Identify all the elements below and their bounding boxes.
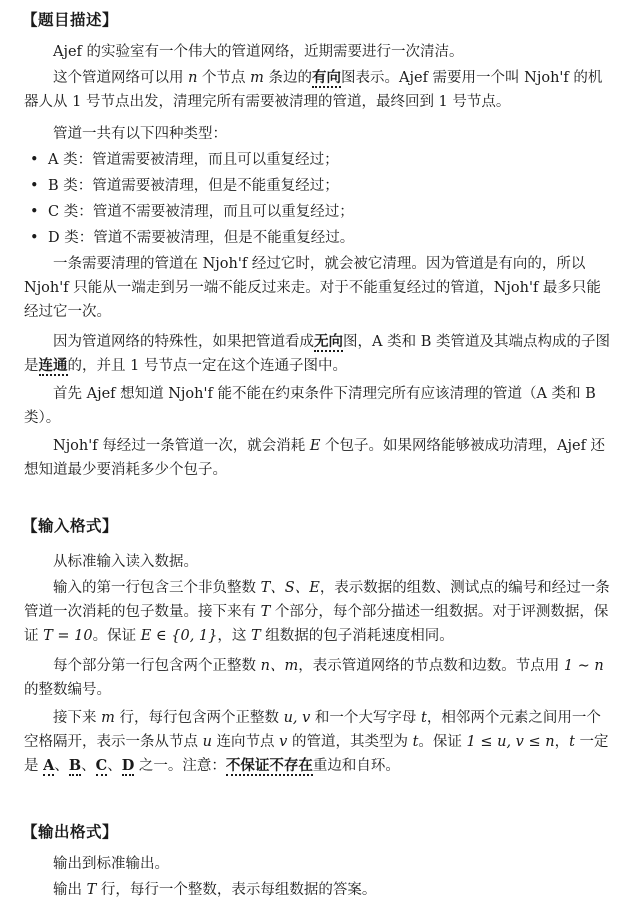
type-letter-d: D [121, 757, 135, 775]
input-paragraph-3: 每个部分第一行包含两个正整数 n、m，表示管道网络的节点数和边数。节点用 1 ∼ n 的整数编号。 [24, 658, 604, 699]
emphasis-undirected: 无向 [314, 333, 343, 350]
bullet-type-c: • C 类：管道不需要被清理，而且可以重复经过； [30, 200, 354, 224]
type-letter-c: C [95, 757, 108, 775]
bullet-type-a: • A 类：管道需要被清理，而且可以重复经过； [30, 148, 339, 172]
description-paragraph-1: Ajef 的实验室有一个伟大的管道网络，近期需要进行一次清洁。 [53, 44, 464, 60]
description-paragraph-6: 首先 Ajef 想知道 Njoh'f 能不能在约束条件下清理完所有应该清理的管道（A 类和 B 类）。 [24, 386, 596, 427]
bullet-type-d: • D 类：管道不需要被清理，但是不能重复经过。 [30, 226, 354, 250]
input-paragraph-4: 接下来 m 行，每行包含两个正整数 u, v 和一个大写字母 t，相邻两个元素之间用一个空格隔开，表示一条从节点 u 连向节点 v 的管道，其类型为 t。保证 1 ≤ u, v ≤ n，t 一定是 A、B、C、D 之一。注意：不保证不存在重边和自环。 [24, 710, 609, 775]
bullet-type-b: • B 类：管道需要被清理，但是不能重复经过； [30, 174, 339, 198]
description-heading: 【题目描述】 [22, 11, 119, 29]
description-paragraph-3: 管道一共有以下四种类型： [53, 126, 227, 142]
output-format-heading: 【输出格式】 [22, 823, 119, 841]
description-paragraph-5: 因为管道网络的特殊性，如果把管道看成无向图，A 类和 B 类管道及其端点构成的子图是连通的，并且 1 号节点一定在这个连通子图中。 [24, 333, 610, 375]
emphasis-directed: 有向 [312, 69, 342, 86]
description-paragraph-4: 一条需要清理的管道在 Njoh'f 经过它时，就会被它清理。因为管道是有向的，所以 Njoh'f 只能从一端走到另一端不能反过来走。对于不能重复经过的管道，Njoh'f 最多只能经过它一次。 [24, 256, 601, 321]
input-format-heading: 【输入格式】 [22, 517, 119, 535]
emphasis-not-guaranteed: 不保证不存在 [225, 757, 313, 775]
emphasis-connected: 连通 [38, 357, 68, 375]
output-paragraph-1: 输出到标准输出。 [53, 856, 169, 872]
description-paragraph-7: Njoh'f 每经过一条管道一次，就会消耗 E 个包子。如果网络能够被成功清理，Ajef 还想知道最少要消耗多少个包子。 [24, 438, 606, 479]
input-paragraph-2: 输入的第一行包含三个非负整数 T、S、E，表示数据的组数、测试点的编号和经过一条管道一次消耗的包子数量。接下来有 T 个部分，每个部分描述一组数据。对于评测数据，保证 T = 10。保证 E ∈ {0, 1}，这 T 组数据的包子消耗速度相同。 [24, 580, 610, 645]
type-letter-b: B [68, 757, 82, 775]
output-paragraph-2: 输出 T 行，每行一个整数，表示每组数据的答案。 [53, 882, 377, 898]
description-paragraph-2: 这个管道网络可以用 n 个节点 m 条边的有向图表示。Ajef 需要用一个叫 Njoh'f 的机器人从 1 号节点出发，清理完所有需要被清理的管道，最终回到 1 号节点。 [24, 69, 603, 111]
type-letter-a: A [43, 757, 55, 775]
input-paragraph-1: 从标准输入读入数据。 [53, 554, 198, 570]
